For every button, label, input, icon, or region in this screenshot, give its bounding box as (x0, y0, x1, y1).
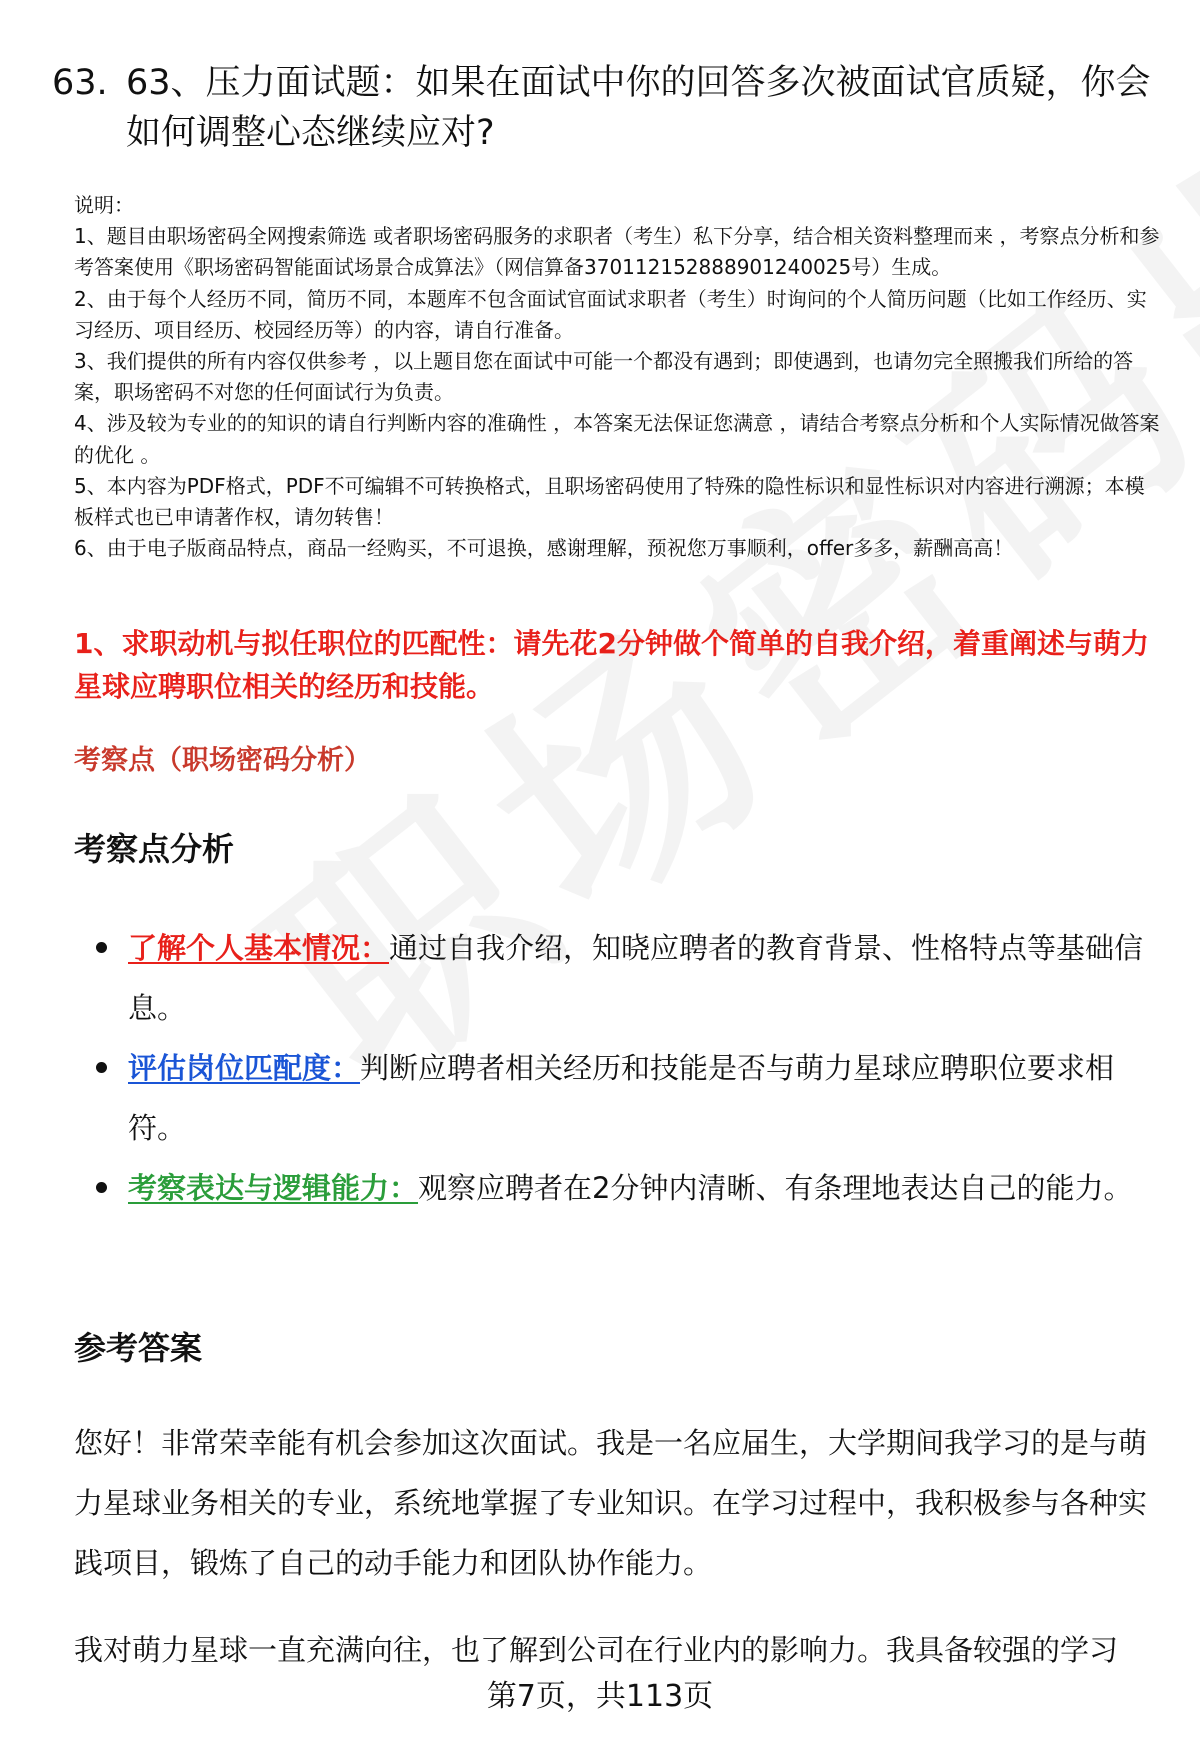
note-item: 4、涉及较为专业的的知识的请自行判断内容的准确性 ，本答案无法保证您满意 ，请结合考察点分析和个人实际情况做答案的优化 。 (74, 411, 1160, 467)
note-item: 1、题目由职场密码全网搜索筛选 或者职场密码服务的求职者（考生）私下分享，结合相关资料整理而来 ，考察点分析和参考答案使用《职场密码智能面试场景合成算法》（网信算备370112152888901240025号）生成。 (74, 224, 1160, 280)
notes-section (74, 190, 1164, 564)
sub-question: 1、求职动机与拟任职位的匹配性：请先花2分钟做个简单的自我介绍，着重阐述与萌力星球应聘职位相关的经历和技能。 (74, 627, 1149, 703)
answer-heading: 参考答案 (74, 1329, 203, 1367)
analysis-item (90, 1038, 1150, 1158)
note-item: 3、我们提供的所有内容仅供参考 ，以上题目您在面试中可能一个都没有遇到；即使遇到，也请勿完全照搬我们所给的答案，职场密码不对您的任何面试行为负责。 (74, 349, 1134, 405)
page-footer: 第7页，共113页 (486, 1679, 714, 1714)
notes-title: 说明： (74, 193, 134, 217)
note-item: 6、由于电子版商品特点，商品一经购买，不可退换，感谢理解，预祝您万事顺利，offer多多，薪酬高高！ (74, 536, 1014, 561)
bullet-dot-icon (96, 1062, 107, 1073)
analysis-text: 判断应聘者相关经历和技能是否与萌力星球应聘职位要求相符。 (128, 1051, 1115, 1145)
kaochadian-label: 考察点（职场密码分析） (74, 745, 371, 776)
bullet-dot-icon (96, 1182, 107, 1193)
analysis-label: 评估岗位匹配度： (128, 1051, 361, 1085)
question-number: 63. (52, 63, 108, 103)
note-item: 2、由于每个人经历不同，简历不同，本题库不包含面试官面试求职者（考生）时询问的个人简历问题（比如工作经历、实习经历、项目经历、校园经历等）的内容，请自行准备。 (74, 286, 1147, 342)
analysis-text: 通过自我介绍，知晓应聘者的教育背景、性格特点等基础信息。 (128, 931, 1144, 1025)
analysis-item (90, 1158, 1150, 1218)
question-text: 63、压力面试题：如果在面试中你的回答多次被面试官质疑，你会如何调整心态继续应对? (126, 63, 1151, 153)
analysis-label: 了解个人基本情况： (128, 931, 390, 965)
question-title (52, 58, 1162, 158)
bullet-dot-icon (96, 942, 107, 953)
analysis-text: 观察应聘者在2分钟内清晰、有条理地表达自己的能力。 (418, 1171, 1133, 1205)
analysis-heading: 考察点分析 (74, 830, 235, 868)
analysis-item (90, 918, 1150, 1038)
answer-paragraph: 您好！非常荣幸能有机会参加这次面试。我是一名应届生，大学期间我学习的是与萌力星球业务相关的专业，系统地掌握了专业知识。在学习过程中，我积极参与各种实践项目，锻炼了自己的动手能力和团队协作能力。 (74, 1426, 1148, 1580)
answer-paragraph: 我对萌力星球一直充满向往，也了解到公司在行业内的影响力。我具备较强的学习 (74, 1633, 1119, 1667)
note-item: 5、本内容为PDF格式，PDF不可编辑不可转换格式，且职场密码使用了特殊的隐性标识和显性标识对内容进行溯源；本模板样式也已申请著作权，请勿转售！ (74, 473, 1145, 530)
analysis-label: 考察表达与逻辑能力： (128, 1171, 419, 1205)
analysis-list (90, 918, 1150, 1218)
